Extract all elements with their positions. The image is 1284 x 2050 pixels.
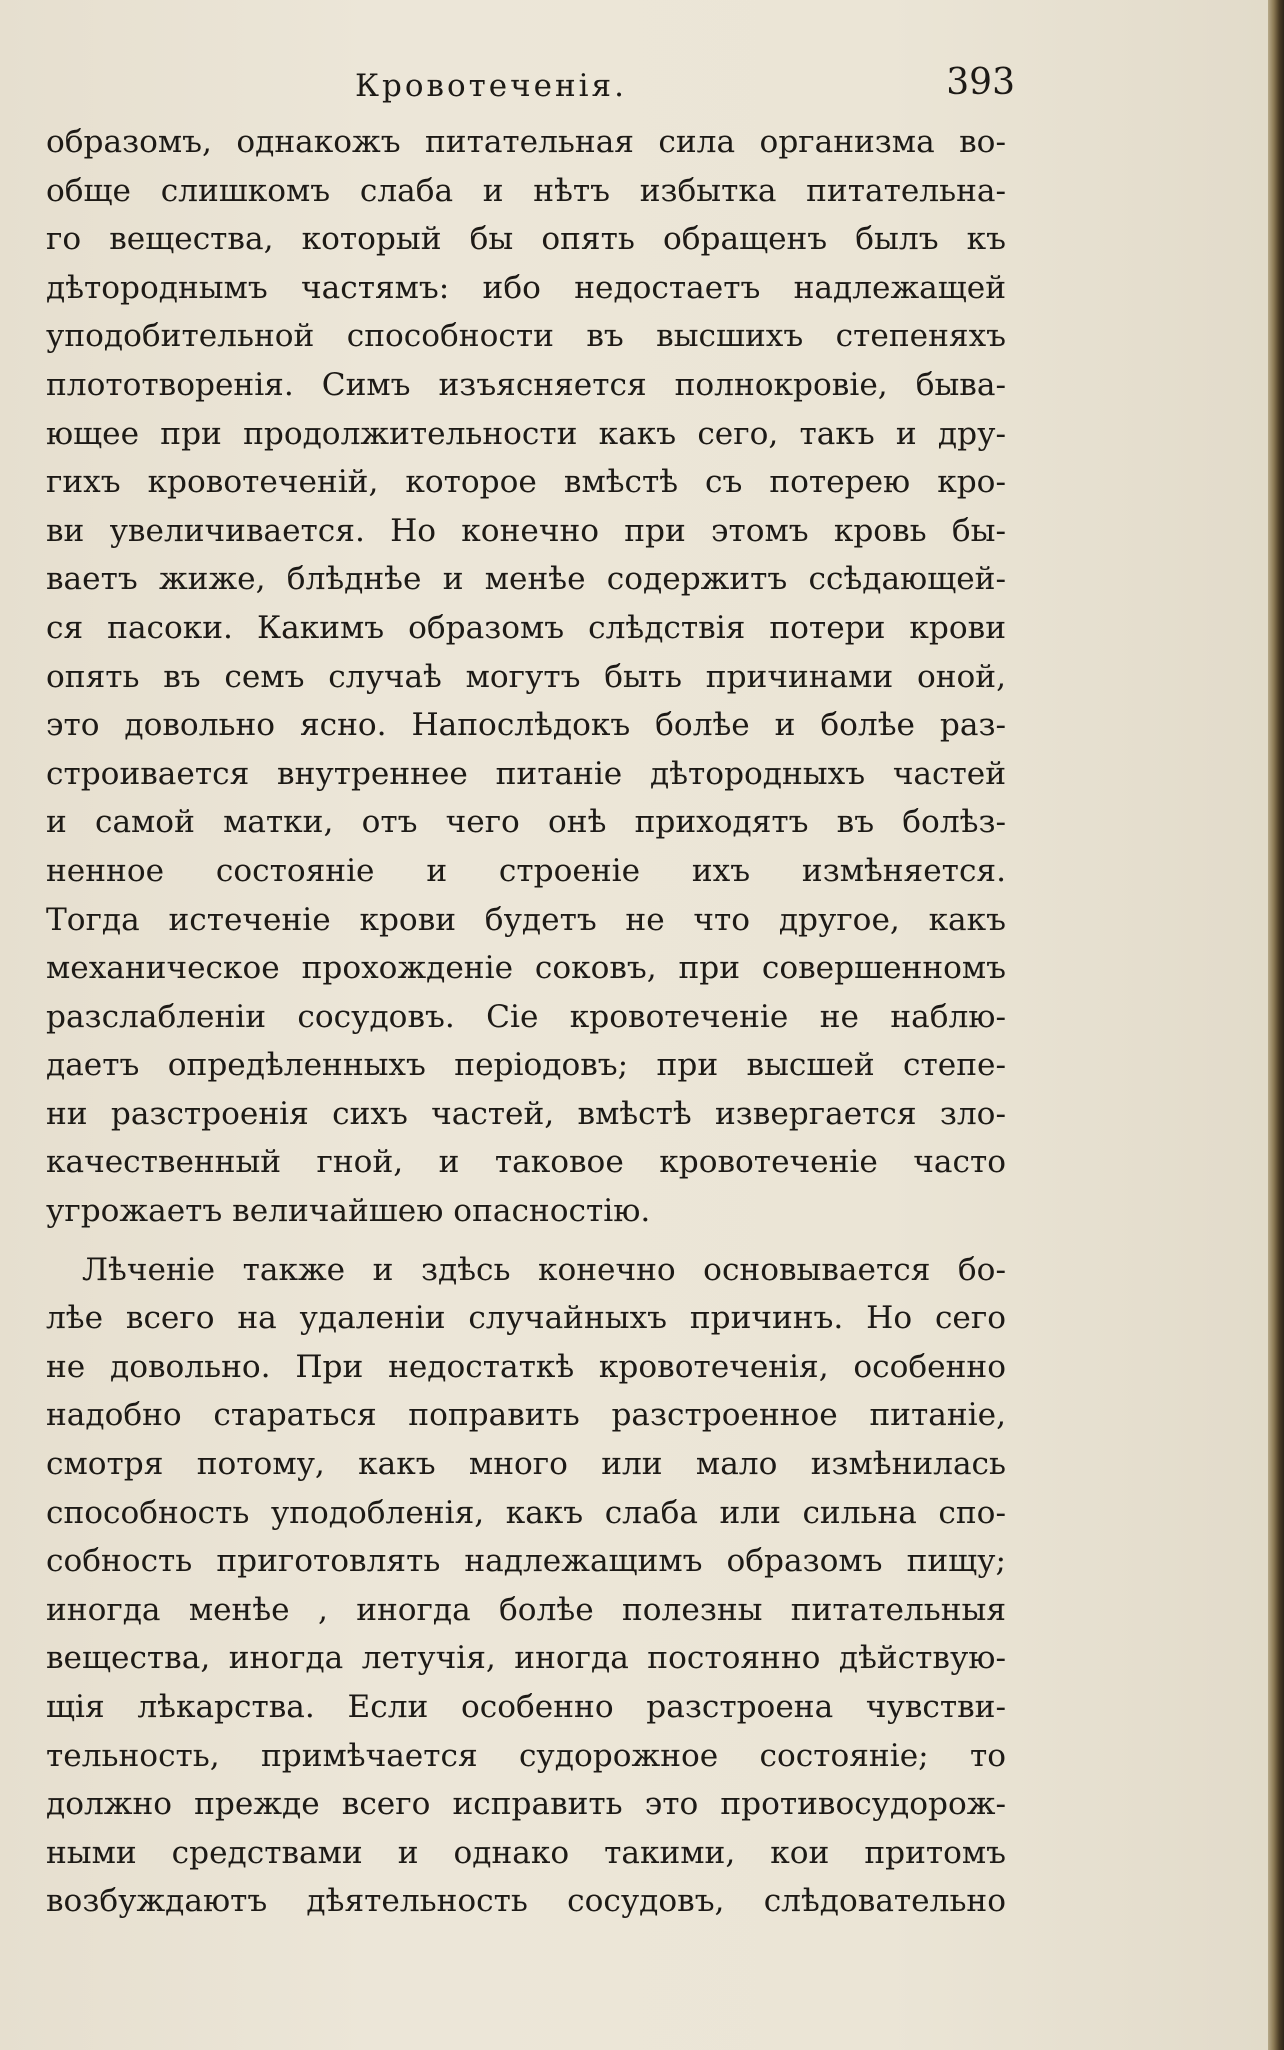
text-line: Лѣченіе также и здѣсь конечно основывается бо-: [82, 1251, 1006, 1288]
text-line: возбуждаютъ дѣятельность сосудовъ, слѣдовательно: [46, 1883, 1006, 1920]
text-line: способность уподобленія, какъ слаба или сильна спо-: [46, 1494, 1006, 1531]
body-text: [46, 118, 1006, 1926]
text-line: это довольно ясно. Напослѣдокъ болѣе и болѣе раз-: [46, 707, 1006, 744]
paragraph-1: [46, 118, 1006, 1236]
text-line: даетъ опредѣленныхъ періодовъ; при высшей степе-: [46, 1047, 1006, 1084]
text-line: механическое прохожденіе соковъ, при совершенномъ: [46, 950, 1006, 987]
text-line: не довольно. При недостаткѣ кровотеченія, особенно: [46, 1348, 1006, 1385]
text-line: обще слишкомъ слаба и нѣтъ избытка питательна-: [46, 172, 1006, 209]
text-line: ни разстроенія сихъ частей, вмѣстѣ извергается зло-: [46, 1095, 1006, 1132]
text-line: иногда менѣе , иногда болѣе полезны питательныя: [46, 1591, 1006, 1628]
text-line: дѣторoднымъ частямъ: ибо недостаетъ надлежащей: [46, 269, 1006, 306]
text-line: образомъ, однакожъ питательная сила организма во-: [46, 124, 1006, 160]
text-line: щія лѣкарства. Если особенно разстроена чувстви-: [46, 1689, 1006, 1725]
text-line: ся пасоки. Какимъ образомъ слѣдствія потери крови: [46, 609, 1006, 646]
page-number: 393: [946, 62, 1015, 103]
text-line: гихъ кровотеченій, которое вмѣстѣ съ потерею кро-: [46, 464, 1006, 501]
text-line: и самой матки, отъ чего онѣ приходятъ въ болѣз-: [46, 804, 1006, 841]
page-header: [55, 62, 1015, 122]
text-line: собность приготовлять надлежащимъ образомъ пищу;: [46, 1543, 1006, 1580]
text-line: ными средствами и однако такими, кои притомъ: [46, 1834, 1006, 1871]
text-line: качественный гной, и таковое кровотеченіе часто: [46, 1144, 1006, 1181]
text-line: Тогда истеченіе крови будетъ не что другое, какъ: [46, 901, 1006, 938]
text-line: разслабленіи сосудовъ. Сіе кровотеченіе не наблю-: [46, 998, 1006, 1035]
text-line: опять въ семъ случаѣ могутъ быть причинами оной,: [46, 658, 1006, 695]
text-line: плототворенія. Симъ изъясняется полнокровіе, быва-: [46, 366, 1006, 403]
page-edge: [1268, 0, 1284, 2050]
text-line: строивается внутреннее питаніе дѣторoдныхъ частей: [46, 755, 1006, 792]
text-line: должно прежде всего исправить это противосудорож-: [46, 1786, 1006, 1823]
text-line: ющее при продолжительности какъ сего, такъ и дру-: [46, 415, 1006, 452]
text-line: тельность, примѣчается судорожное состояніе; то: [46, 1737, 1006, 1774]
paragraph-gap: [46, 1236, 1006, 1246]
paragraph-2: [46, 1246, 1006, 1926]
text-line: угрожаетъ величайшею опасностію.: [46, 1193, 651, 1230]
text-line: ненное состояніе и строеніе ихъ измѣняется.: [46, 852, 1006, 889]
text-line: го вещества, который бы опять обращенъ былъ къ: [46, 221, 1006, 258]
text-line: ваетъ жиже, блѣднѣе и менѣе содержитъ ссѣдающей-: [46, 561, 1006, 598]
text-line: смотря потому, какъ много или мало измѣнилась: [46, 1446, 1006, 1483]
text-line: надобно стараться поправить разстроенное питаніе,: [46, 1397, 1006, 1434]
running-title: Кровотеченія.: [355, 68, 627, 104]
text-line: вещества, иногда летучія, иногда постоянно дѣйствую-: [46, 1640, 1006, 1677]
text-line: лѣе всего на удаленіи случайныхъ причинъ. Но сего: [46, 1300, 1006, 1337]
text-line: уподобительной способности въ высшихъ степеняхъ: [46, 318, 1006, 355]
text-line: ви увеличивается. Но конечно при этомъ кровь бы-: [46, 512, 1006, 549]
